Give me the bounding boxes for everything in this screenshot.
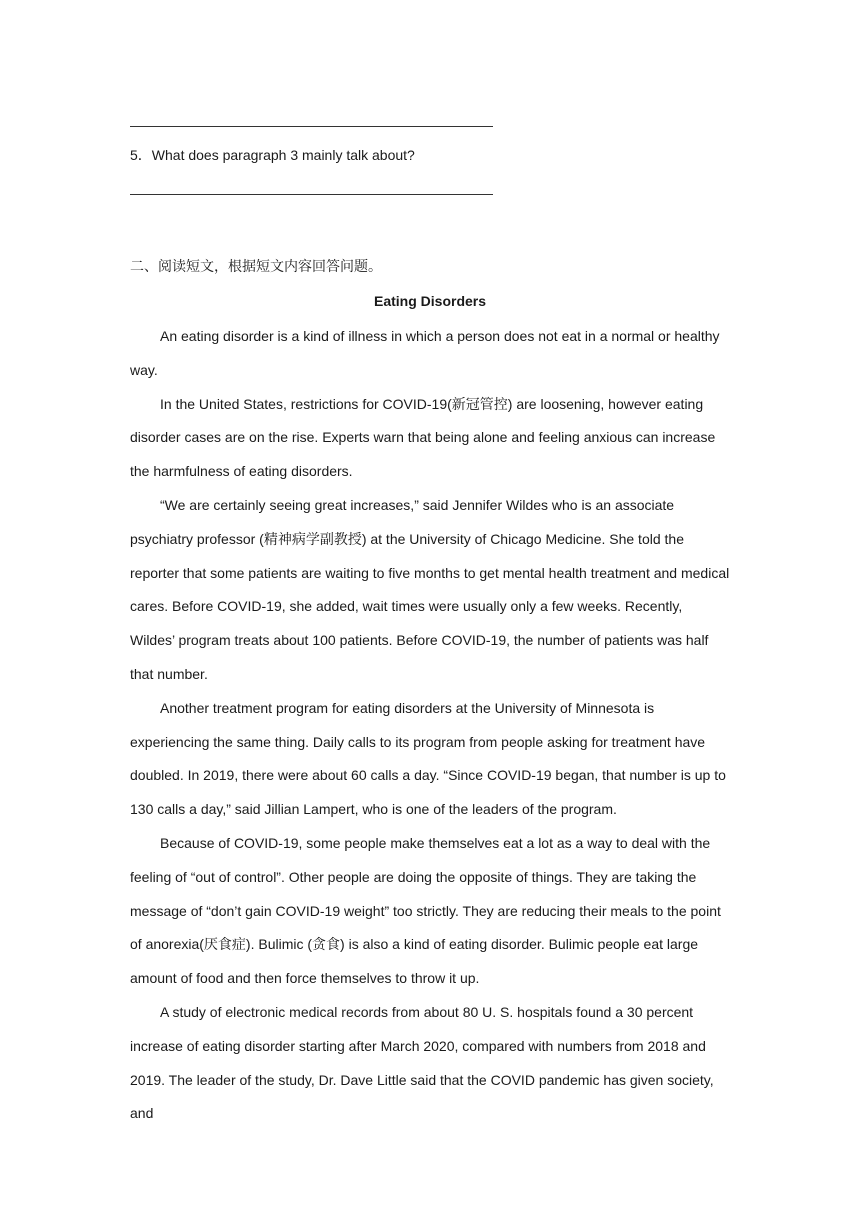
answer-line-question-4[interactable]	[130, 126, 493, 127]
paragraph: In the United States, restrictions for COVID-19(新冠管控) are loosening, however eating disorder cases are on the rise. Experts warn that being alone and feeling anxious can increase the harmfulness of eating disorders.	[130, 395, 716, 480]
paragraph: An eating disorder is a kind of illness in which a person does not eat in a normal or healthy way.	[130, 328, 720, 378]
paragraph: “We are certainly seeing great increases,” said Jennifer Wildes who is an associate psychiatry professor (精神病学副教授) at the University of Chicago Medicine. She told the reporter that some patients are waiting to five months to get mental health treatment and medical cares. Before COVID-19, she added, wait times were usually only a few weeks. Recently, Wildes’ program treats about 100 patients. Before COVID-19, the number of patients was half that number.	[130, 496, 730, 682]
article-body	[130, 320, 730, 1131]
question-number: 5．	[130, 147, 152, 163]
paragraph: Another treatment program for eating disorders at the University of Minnesota is experiencing the same thing. Daily calls to its program from people asking for treatment have doubled. In 2019, there were about 60 calls a day. “Since COVID-19 began, that number is up to 130 calls a day,” said Jillian Lampert, who is one of the leaders of the program.	[130, 699, 726, 818]
answer-line-question-5[interactable]	[130, 194, 493, 195]
article-title: Eating Disorders	[373, 293, 487, 309]
question-5	[130, 146, 415, 164]
paragraph: Because of COVID-19, some people make themselves eat a lot as a way to deal with the feeling of “out of control”. Other people are doing the opposite of things. They are taking the message of “don’t gain COVID-19 weight” too strictly. They are reducing their meals to the point of anorexia(厌食症). Bulimic (贪食) is also a kind of eating disorder. Bulimic people eat large amount of food and then force themselves to throw it up.	[130, 834, 721, 987]
question-text: What does paragraph 3 mainly talk about?	[151, 147, 415, 163]
section-heading: 二、阅读短文，根据短文内容回答问题。	[130, 259, 382, 275]
paragraph: A study of electronic medical records from about 80 U. S. hospitals found a 30 percent increase of eating disorder starting after March 2020, compared with numbers from 2018 and 2019. The leader of the study, Dr. Dave Little said that the COVID pandemic has given society, and	[130, 1003, 714, 1122]
